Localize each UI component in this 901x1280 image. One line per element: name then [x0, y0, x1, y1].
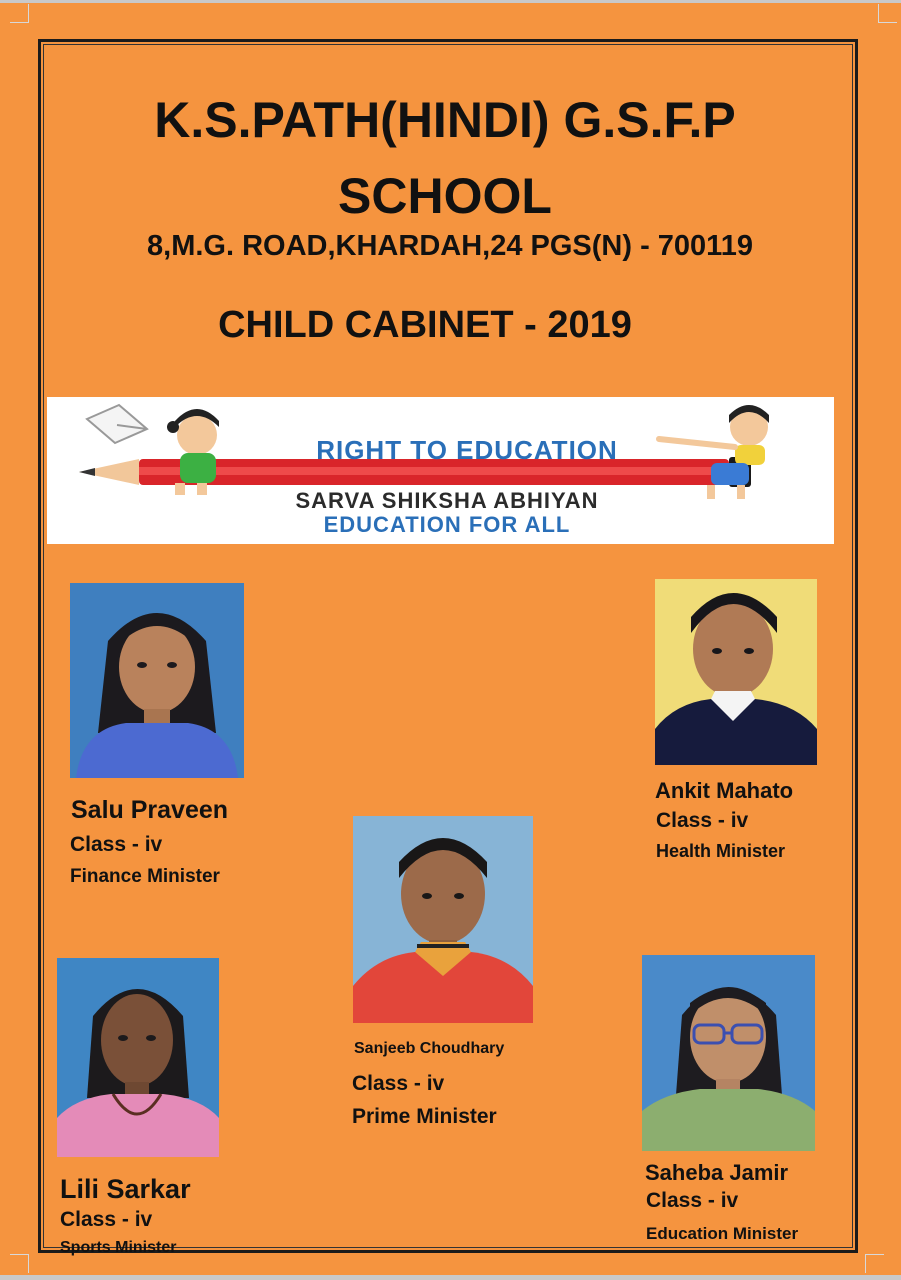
- page-bottom-edge: [0, 1275, 901, 1280]
- member-role-lili-sarkar: Sports Minister: [60, 1239, 177, 1256]
- member-class-saheba-jamir: Class - iv: [646, 1189, 739, 1212]
- member-role-salu-praveen: Finance Minister: [70, 866, 220, 887]
- member-name-sanjeeb-choudhary: Sanjeeb Choudhary: [354, 1040, 505, 1057]
- member-class-sanjeeb-choudhary: Class - iv: [352, 1072, 445, 1095]
- crop-mark-top-left: [10, 4, 29, 23]
- member-role-sanjeeb-choudhary: Prime Minister: [352, 1105, 497, 1128]
- member-photo-ankit-mahato: [655, 579, 817, 765]
- member-photo-salu-praveen: [70, 583, 244, 778]
- banner-tagline: EDUCATION FOR ALL: [323, 512, 571, 537]
- member-photo-saheba-jamir: [642, 955, 815, 1151]
- school-name-line-1: K.S.PATH(HINDI) G.S.F.P: [154, 92, 736, 148]
- member-name-saheba-jamir: Saheba Jamir: [645, 1160, 789, 1185]
- crop-mark-bottom-left: [10, 1254, 29, 1273]
- member-photo-lili-sarkar: [57, 958, 219, 1157]
- banner-subtitle: SARVA SHIKSHA ABHIYAN: [295, 488, 599, 513]
- member-name-ankit-mahato: Ankit Mahato: [655, 778, 794, 803]
- crop-mark-bottom-right: [865, 1254, 884, 1273]
- page-top-edge: [0, 0, 901, 3]
- member-photo-sanjeeb-choudhary: [353, 816, 533, 1023]
- banner-title: RIGHT TO EDUCATION: [316, 435, 618, 465]
- member-class-salu-praveen: Class - iv: [70, 833, 163, 856]
- crop-mark-top-right: [878, 4, 897, 23]
- rte-banner: [47, 397, 834, 544]
- member-role-saheba-jamir: Education Minister: [646, 1224, 799, 1243]
- member-role-ankit-mahato: Health Minister: [656, 841, 786, 861]
- school-name-line-2: SCHOOL: [338, 168, 552, 224]
- school-address: 8,M.G. ROAD,KHARDAH,24 PGS(N) - 700119: [147, 230, 753, 262]
- cabinet-heading: CHILD CABINET - 2019: [218, 304, 632, 346]
- member-name-lili-sarkar: Lili Sarkar: [60, 1174, 191, 1204]
- member-class-ankit-mahato: Class - iv: [656, 809, 749, 832]
- member-name-salu-praveen: Salu Praveen: [71, 796, 229, 824]
- member-class-lili-sarkar: Class - iv: [60, 1208, 153, 1231]
